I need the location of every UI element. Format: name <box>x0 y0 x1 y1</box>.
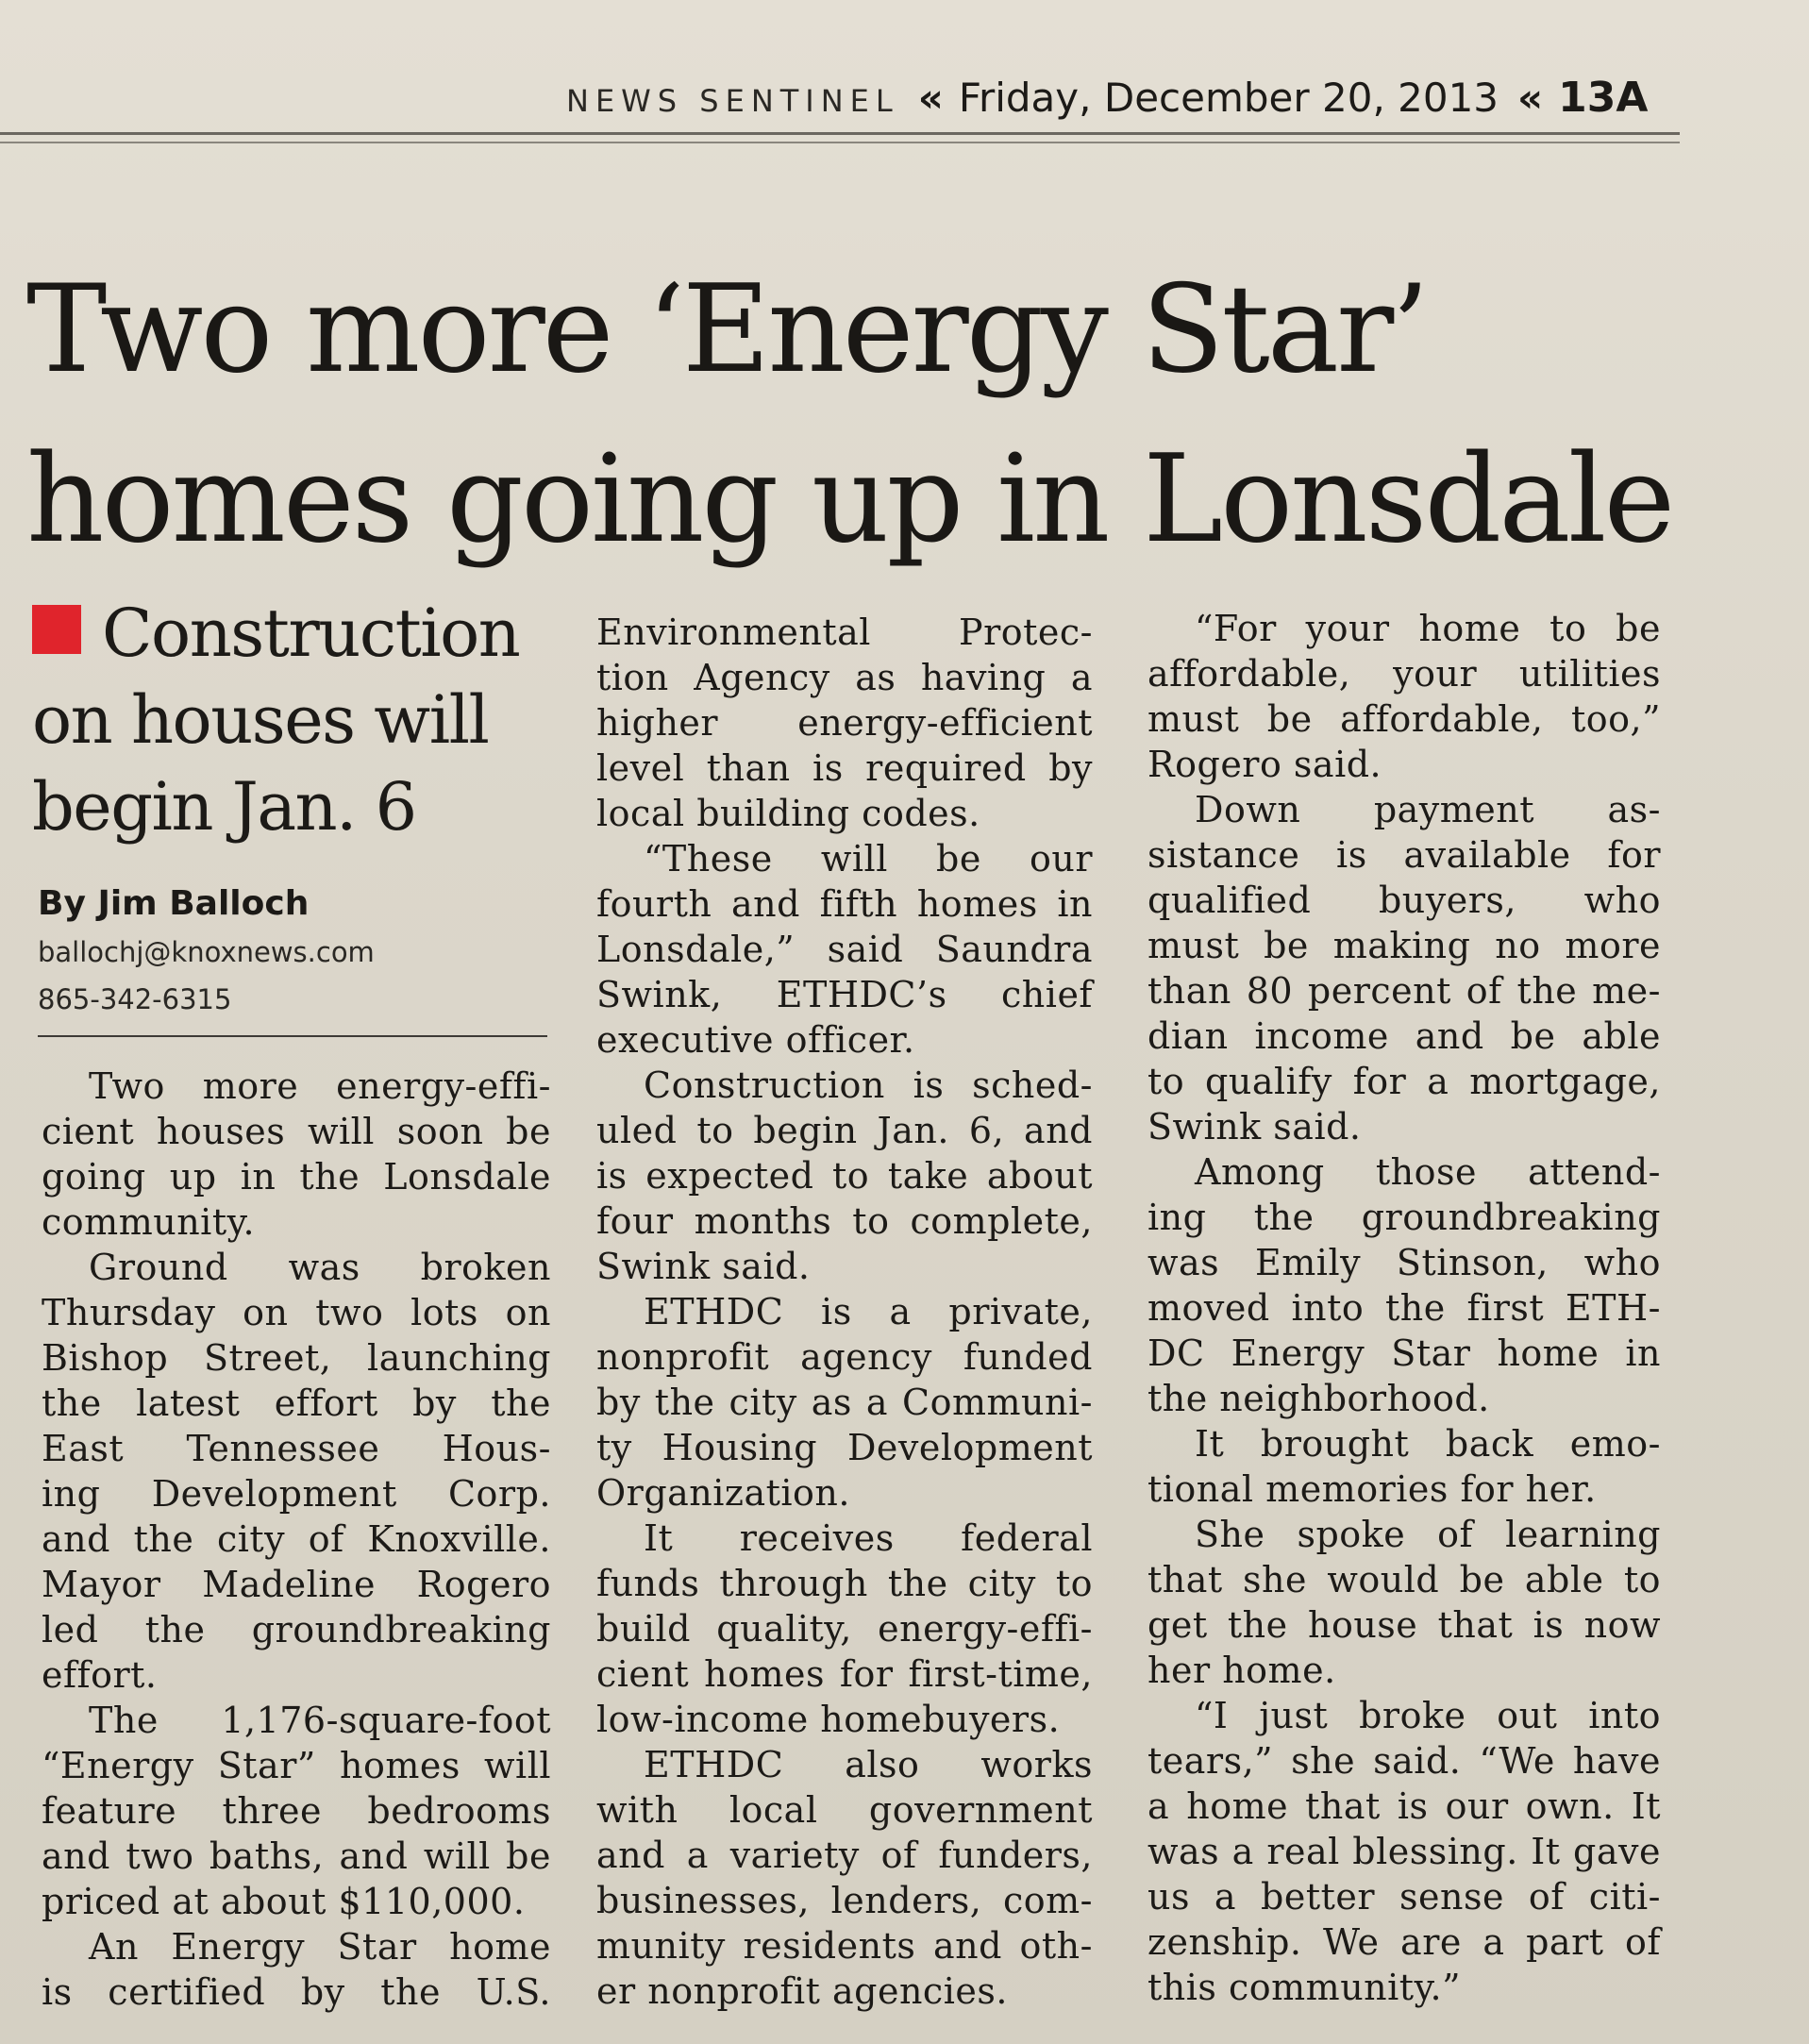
article-text-line: was Emily Stinson, who <box>1147 1242 1661 1283</box>
article-text-line: build quality, energy-effi- <box>596 1608 1093 1650</box>
article-text-line: Two more energy-effi- <box>89 1065 551 1107</box>
article-text-line: Environmental Protec- <box>596 612 1093 653</box>
publication-date: Friday, December 20, 2013 <box>958 75 1499 121</box>
article-text-line: She spoke of learning <box>1195 1514 1661 1555</box>
article-text-line: going up in the Lonsdale <box>42 1156 551 1198</box>
newspaper-name: NEWS SENTINEL <box>566 83 899 119</box>
deck-line: begin Jan. 6 <box>32 768 416 846</box>
red-square-bullet-icon <box>32 605 81 654</box>
article-text-line: ing Development Corp. <box>42 1473 551 1515</box>
article-text-line: qualified buyers, who <box>1147 880 1661 921</box>
article-text-line: nonprofit agency funded <box>596 1336 1093 1378</box>
article-text-line: Swink said. <box>1147 1106 1362 1148</box>
article-text-line: ETHDC also works <box>644 1744 1093 1785</box>
article-text-line: The 1,176-square-foot <box>89 1700 551 1741</box>
author-name: By Jim Balloch <box>38 884 310 923</box>
article-text-line: get the house that is now <box>1147 1604 1661 1646</box>
article-text-line: with local government <box>596 1789 1093 1831</box>
deck-subhead <box>32 590 551 850</box>
article-text-line: us a better sense of citi- <box>1147 1876 1661 1918</box>
article-text-line: by the city as a Communi- <box>596 1382 1093 1423</box>
article-text-line: priced at about $110,000. <box>42 1881 526 1922</box>
author-phone: 865-342-6315 <box>38 983 232 1015</box>
article-text-line: “These will be our <box>644 838 1093 880</box>
article-text-line: DC Energy Star home in <box>1147 1332 1661 1374</box>
article-text-line: level than is required by <box>596 747 1093 789</box>
article-text-line: East Tennessee Hous- <box>42 1428 551 1469</box>
article-text-line: must be making no more <box>1147 925 1661 966</box>
article-text-line: zenship. We are a part of <box>1147 1921 1661 1963</box>
article-text-line: her home. <box>1147 1650 1336 1691</box>
article-column-3 <box>1147 606 1661 2010</box>
article-text-line: was a real blessing. It gave <box>1147 1831 1661 1872</box>
article-text-line: affordable, your utilities <box>1147 653 1661 695</box>
article-text-line: Among those attend- <box>1195 1151 1661 1193</box>
article-text-line: the neighborhood. <box>1147 1378 1490 1419</box>
article-text-line: Ground was broken <box>89 1247 551 1288</box>
article-text-line: ing the groundbreaking <box>1147 1197 1661 1238</box>
article-text-line: munity residents and oth- <box>596 1925 1093 1967</box>
article-text-line: cient houses will soon be <box>42 1111 551 1152</box>
article-column-1 <box>42 1064 551 2015</box>
byline-divider <box>38 1035 547 1037</box>
article-text-line: and a variety of funders, <box>596 1835 1093 1876</box>
article-text-line: Mayor Madeline Rogero <box>42 1564 551 1605</box>
article-text-line: Organization. <box>596 1472 850 1514</box>
article-column-2 <box>596 610 1093 2014</box>
deck-line: on houses will <box>32 681 489 759</box>
article-text-line: that she would be able to <box>1147 1559 1661 1600</box>
article-text-line: local building codes. <box>596 793 980 834</box>
deck-line: Construction <box>102 595 520 672</box>
article-text-line: uled to begin Jan. 6, and <box>596 1110 1093 1151</box>
masthead-rule <box>0 142 1680 143</box>
article-text-line: Rogero said. <box>1147 744 1382 785</box>
masthead-separator: « <box>1517 75 1544 121</box>
article-text-line: Bishop Street, launching <box>42 1337 551 1379</box>
article-text-line: fourth and fifth homes in <box>596 883 1093 925</box>
article-text-line: It brought back emo- <box>1195 1423 1661 1465</box>
article-text-line: An Energy Star home <box>89 1926 551 1968</box>
article-text-line: tears,” she said. “We have <box>1147 1740 1661 1782</box>
author-email: ballochj@knoxnews.com <box>38 936 375 968</box>
article-text-line: cient homes for first-time, <box>596 1653 1093 1695</box>
article-text-line: must be affordable, too,” <box>1147 698 1661 740</box>
masthead-rule <box>0 132 1680 135</box>
article-text-line: is expected to take about <box>596 1155 1093 1197</box>
masthead <box>566 74 1680 130</box>
headline-line: homes going up in Lonsdale <box>26 429 1673 570</box>
article-text-line: sistance is available for <box>1147 834 1661 876</box>
article-text-line: Thursday on two lots on <box>42 1292 551 1333</box>
article-text-line: effort. <box>42 1654 158 1696</box>
article-text-line: er nonprofit agencies. <box>596 1970 1008 2012</box>
article-text-line: Swink said. <box>596 1246 811 1287</box>
article-text-line: moved into the first ETH- <box>1147 1287 1661 1329</box>
article-text-line: feature three bedrooms <box>42 1790 551 1832</box>
byline <box>38 880 547 1023</box>
article-text-line: and two baths, and will be <box>42 1835 551 1877</box>
article-text-line: It receives federal <box>644 1517 1093 1559</box>
article-text-line: “I just broke out into <box>1195 1695 1661 1736</box>
article-text-line: Down payment as- <box>1195 789 1661 830</box>
article-text-line: community. <box>42 1201 256 1243</box>
article-text-line: led the groundbreaking <box>42 1609 551 1650</box>
article-text-line: “Energy Star” homes will <box>42 1745 551 1786</box>
article-text-line: funds through the city to <box>596 1563 1093 1604</box>
article-text-line: ty Housing Development <box>596 1427 1093 1468</box>
article-text-line: businesses, lenders, com- <box>596 1880 1093 1921</box>
article-text-line: Swink, ETHDC’s chief <box>596 974 1093 1015</box>
masthead-separator: « <box>917 75 944 121</box>
article-text-line: tional memories for her. <box>1147 1468 1597 1510</box>
article-text-line: dian income and be able <box>1147 1015 1661 1057</box>
article-text-line: than 80 percent of the me- <box>1147 970 1661 1012</box>
article-text-line: tion Agency as having a <box>596 657 1093 698</box>
article-text-line: the latest effort by the <box>42 1382 551 1424</box>
article-text-line: executive officer. <box>596 1019 915 1061</box>
page-number: 13A <box>1558 74 1649 122</box>
article-text-line: Construction is sched- <box>644 1064 1093 1106</box>
article-text-line: to qualify for a mortgage, <box>1147 1061 1661 1102</box>
article-text-line: Lonsdale,” said Saundra <box>596 929 1093 970</box>
article-text-line: this community.” <box>1147 1967 1462 2008</box>
article-text-line: ETHDC is a private, <box>644 1291 1093 1332</box>
article-text-line: four months to complete, <box>596 1200 1093 1242</box>
article-text-line: and the city of Knoxville. <box>42 1518 551 1560</box>
headline <box>26 245 1782 585</box>
headline-line: Two more ‘Energy Star’ <box>26 260 1427 400</box>
article-text-line: a home that is our own. It <box>1147 1785 1661 1827</box>
article-text-line: “For your home to be <box>1195 608 1661 649</box>
article-text-line: higher energy-efficient <box>596 702 1093 744</box>
article-text-line: is certified by the U.S. <box>42 1971 551 2013</box>
article-text-line: low-income homebuyers. <box>596 1699 1061 1740</box>
